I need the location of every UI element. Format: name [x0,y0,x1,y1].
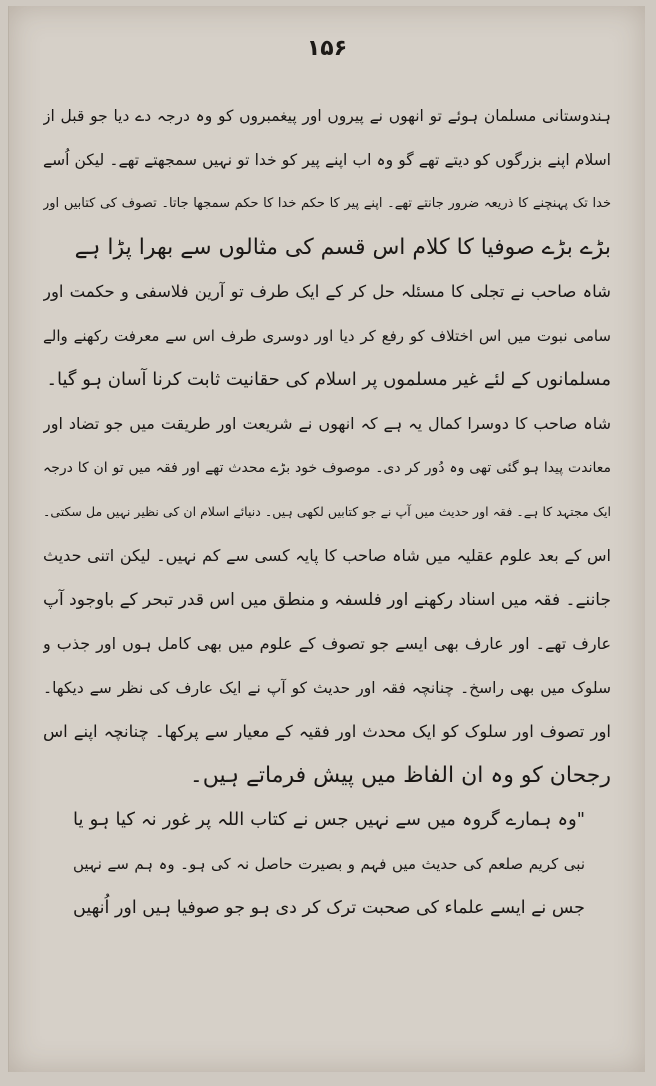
book-page [8,6,645,1072]
quote-line: "وہ ہمارے گروہ میں سے نہیں جس نے کتاب اللہ پر غور نہ کیا ہو یا [73,809,585,830]
text-line: خدا تک پہنچنے کا ذریعہ ضرور جانتے تھے۔ اپنے پیر کا حکم خدا کا حکم سمجھا جاتا۔ تصوف کی کتابیں اور [43,196,611,211]
text-line: اس کے بعد علوم عقلیہ میں شاہ صاحب کا پایہ کسی سے کم نہیں۔ لیکن اتنی حدیث [43,546,611,565]
text-line: بڑے بڑے صوفیا کا کلام اس قسم کی مثالوں سے بھرا پڑا ہے [74,235,611,260]
text-line: سامی نبوت میں اس اختلاف کو رفع کر دیا اور دوسری طرف اس سے معرفت رکھنے والے [43,327,611,345]
quote-line: نبی کریم صلعم کی حدیث میں فہم و بصیرت حاصل نہ کی ہو۔ وہ ہم سے نہیں [73,855,585,873]
text-line: عارف تھے۔ اور عارف بھی ایسے جو تصوف کے علوم میں بھی کامل ہوں اور جذب و [43,634,611,653]
text-line: ایک مجتہد کا ہے۔ فقہ اور حدیث میں آپ نے جو کتابیں لکھی ہیں۔ دنیائے اسلام ان کی نظیر نہیں مل سکتی۔ [43,504,611,519]
text-line: اور تصوف اور سلوک کو ایک محدث اور فقیہ کے معیار سے پرکھا۔ چنانچہ اپنے اس [43,722,611,741]
text-line: جاننے۔ فقہ میں اسناد رکھنے اور فلسفہ و منطق میں اس قدر تبحر کے باوجود آپ [43,590,611,610]
quote-line: جس نے ایسے علماء کی صحبت ترک کر دی ہو جو صوفیا ہیں اور اُنھیں [73,898,585,918]
page-number: ۱۵۶ [306,36,348,61]
text-line: مسلمانوں کے لئے غیر مسلموں پر اسلام کی حقانیت ثابت کرنا آسان ہو گیا۔ [46,369,611,390]
text-line: شاہ صاحب نے تجلی کا مسئلہ حل کر کے ایک طرف تو آرین فلاسفی و حکمت اور [43,282,611,301]
text-line: اسلام اپنے بزرگوں کو دیتے تھے گو وہ اب اپنے پیر کو خدا تو نہیں سمجھتے تھے۔ لیکن اُسے [43,151,611,169]
text-line: ہندوستانی مسلمان ہوئے تو انھوں نے پیروں اور پیغمبروں کو وہ درجہ دے دیا جو قبل از [43,107,611,125]
page-body-text [43,94,611,930]
text-line: معاندت پیدا ہو گئی تھی وہ دُور کر دی۔ موصوف خود بڑے محدث تھے اور فقہ میں تو ان کا درجہ [43,460,611,476]
text-line: سلوک میں بھی راسخ۔ چنانچہ فقہ اور حدیث کو آپ نے ایک عارف کی نظر سے دیکھا۔ [43,679,611,697]
text-line: رجحان کو وہ ان الفاظ میں پیش فرماتے ہیں۔ [189,763,611,788]
text-line: شاہ صاحب کا دوسرا کمال یہ ہے کہ انھوں نے شریعت اور طریقت میں جو تضاد اور [43,414,611,433]
